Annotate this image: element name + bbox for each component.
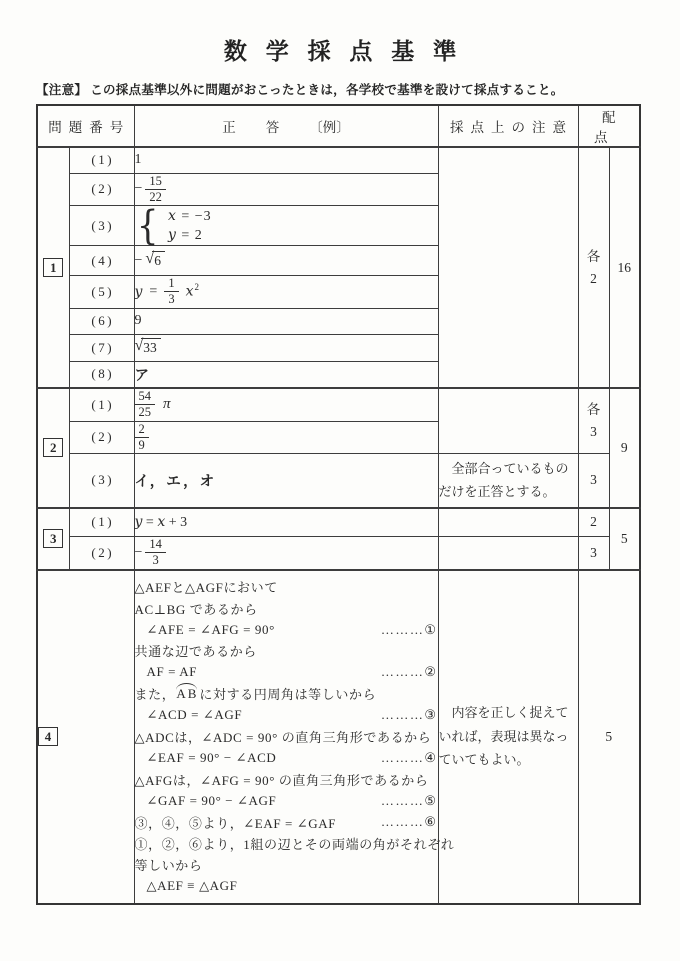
problem-2-box: 2 bbox=[43, 438, 63, 457]
row-label: (2) bbox=[69, 421, 134, 454]
system-brace: { bbox=[136, 202, 159, 249]
answer-2-1 bbox=[134, 388, 438, 421]
minus-sign: − bbox=[134, 252, 143, 268]
table-row bbox=[37, 454, 640, 508]
answer-1-7 bbox=[134, 334, 438, 361]
notes-2-12 bbox=[438, 388, 578, 454]
proof-line: ∠AFE = ∠AFG = 90° ………① bbox=[146, 621, 438, 637]
proof-ref: ………④ bbox=[380, 749, 438, 765]
proof-line: △AEF ≡ △AGF bbox=[146, 878, 238, 894]
proof-line: △AEFと△AGFにおいて bbox=[134, 580, 278, 596]
header-rei: 〔例〕 bbox=[309, 120, 350, 135]
points-2-3: 3 bbox=[578, 454, 609, 508]
points-each-label: 各 bbox=[586, 248, 601, 264]
notice-label: 【注意】 bbox=[36, 83, 88, 97]
answer-3-2 bbox=[134, 537, 438, 570]
proof-ref: ………⑤ bbox=[380, 792, 438, 808]
proof-line: ∠ACD = ∠AGF ………③ bbox=[146, 707, 438, 723]
row-label: (7) bbox=[69, 334, 134, 361]
row-label: (3) bbox=[69, 206, 134, 246]
table-row bbox=[37, 537, 640, 570]
row-label: (2) bbox=[69, 537, 134, 570]
table-row bbox=[37, 147, 640, 173]
problem-1-number-cell bbox=[37, 147, 69, 388]
answer-1-4 bbox=[134, 246, 438, 276]
header-tou: 答 bbox=[265, 120, 280, 135]
row-label: (1) bbox=[69, 388, 134, 421]
notice-text: この採点基準以外に問題がおこったときは，各学校で基準を設けて採点すること。 bbox=[90, 83, 564, 97]
points-each-value: 2 bbox=[590, 270, 597, 286]
notes-3-1 bbox=[438, 508, 578, 537]
points-3-2: 3 bbox=[578, 537, 609, 570]
row-label: (8) bbox=[69, 361, 134, 388]
notes-section-1 bbox=[438, 147, 578, 388]
pi-symbol: π bbox=[163, 396, 171, 413]
rubric-table bbox=[36, 104, 641, 905]
proof-line: ∠GAF = 90° − ∠AGF ………⑤ bbox=[146, 792, 438, 808]
proof-line: AC⊥BG であるから bbox=[134, 601, 258, 617]
row-label: (2) bbox=[69, 173, 134, 206]
row-label: (4) bbox=[69, 246, 134, 276]
answer-2-2 bbox=[134, 421, 438, 454]
row-label: (5) bbox=[69, 276, 134, 309]
equation-system: { x = −3 y = 2 bbox=[136, 202, 212, 249]
answer-4-proof bbox=[134, 570, 455, 904]
row-label: (3) bbox=[69, 454, 134, 508]
page-title: 数学採点基準 bbox=[223, 39, 476, 64]
proof-line: ∠EAF = 90° − ∠ACD ………④ bbox=[146, 749, 438, 765]
proof-line: △AFGは，∠AFG = 90° の直角三角形であるから bbox=[134, 772, 429, 788]
answer-1-5 bbox=[134, 276, 438, 309]
notes-3-2 bbox=[438, 537, 578, 570]
proof-line: ③，④，⑤より，∠EAF = ∠GAF ………⑥ bbox=[134, 814, 438, 831]
proof-ref: ………① bbox=[380, 621, 438, 637]
answer-2-3: イ，エ，オ bbox=[134, 454, 438, 508]
points-total-section-3: 5 bbox=[609, 508, 640, 570]
equation: y = $\frac{1}{3}$ $x^2$ bbox=[134, 276, 199, 307]
points-total-section-4: 5 bbox=[578, 570, 640, 904]
answer-1-3 bbox=[134, 202, 438, 249]
header-problem-number: 問題番号 bbox=[37, 105, 134, 147]
points-3-1: 2 bbox=[578, 508, 609, 537]
problem-4-number-cell bbox=[37, 570, 134, 904]
header-grading-notes: 採点上の注意 bbox=[438, 105, 578, 147]
minus-sign: − bbox=[134, 181, 143, 197]
points-total-section-1: 16 bbox=[609, 147, 640, 388]
answer-1-8: ア bbox=[134, 361, 438, 388]
fraction: $\frac{2}{9}$ bbox=[135, 422, 149, 454]
points-each-value: 3 bbox=[590, 424, 597, 439]
answer-1-2 bbox=[134, 173, 438, 206]
table-header-row bbox=[37, 105, 640, 147]
problem-4-box: 4 bbox=[38, 727, 58, 746]
proof-line: 共通な辺であるから bbox=[134, 644, 257, 660]
row-label: (1) bbox=[69, 147, 134, 173]
points-each-section-1 bbox=[578, 147, 609, 388]
header-correct-answer bbox=[134, 105, 438, 147]
proof-line: また， AB に対する円周角は等しいから bbox=[134, 685, 377, 703]
fraction: $\frac{54}{25}$ bbox=[135, 389, 156, 421]
answer-3-1 bbox=[134, 508, 438, 537]
row-label: (1) bbox=[69, 508, 134, 537]
header-sei: 正 bbox=[222, 120, 236, 135]
exponent: 2 bbox=[194, 282, 199, 293]
proof-line: ①，②，⑥より，1組の辺とその両端の角がそれぞれ bbox=[134, 836, 455, 852]
row-label: (6) bbox=[69, 308, 134, 334]
fraction: $\frac{1}{3}$ bbox=[164, 276, 178, 308]
header-points: 配点 bbox=[578, 105, 640, 147]
fraction: $\frac{14}{3}$ bbox=[145, 537, 166, 569]
table-row bbox=[37, 508, 640, 537]
equation: y = x + 3 bbox=[134, 513, 188, 530]
table-row bbox=[37, 388, 640, 421]
answer-1-6: 9 bbox=[134, 308, 438, 334]
proof-line: △ADCは，∠ADC = 90° の直角三角形であるから bbox=[134, 729, 432, 745]
notes-2-3: 全部合っているものだけを正答とする。 bbox=[438, 454, 578, 508]
notice-line bbox=[36, 80, 650, 98]
minus-sign: − bbox=[134, 544, 143, 560]
proof-line: 等しいから bbox=[134, 858, 203, 874]
problem-3-box: 3 bbox=[43, 529, 63, 548]
notes-section-4: 内容を正しく捉えていれば，表現は異なっていてもよい。 bbox=[438, 570, 578, 904]
points-each-section-2 bbox=[578, 388, 609, 454]
table-row bbox=[37, 570, 640, 904]
proof-ref: ………② bbox=[380, 664, 438, 680]
problem-1-box: 1 bbox=[43, 258, 63, 277]
fraction: $\frac{15}{22}$ bbox=[145, 174, 166, 206]
square-root: √ 6 bbox=[145, 251, 165, 269]
points-total-section-2: 9 bbox=[609, 388, 640, 508]
answer-1-1: 1 bbox=[134, 147, 438, 173]
proof-line: AF = AF ………② bbox=[146, 664, 438, 680]
proof-ref: ………⑥ bbox=[380, 814, 438, 830]
proof-ref: ………③ bbox=[380, 707, 438, 723]
arc-over-AB: AB bbox=[176, 685, 199, 701]
square-root: √ 33 bbox=[135, 338, 161, 356]
problem-2-number-cell bbox=[37, 388, 69, 508]
points-each-label: 各 bbox=[586, 402, 601, 418]
problem-3-number-cell bbox=[37, 508, 69, 570]
